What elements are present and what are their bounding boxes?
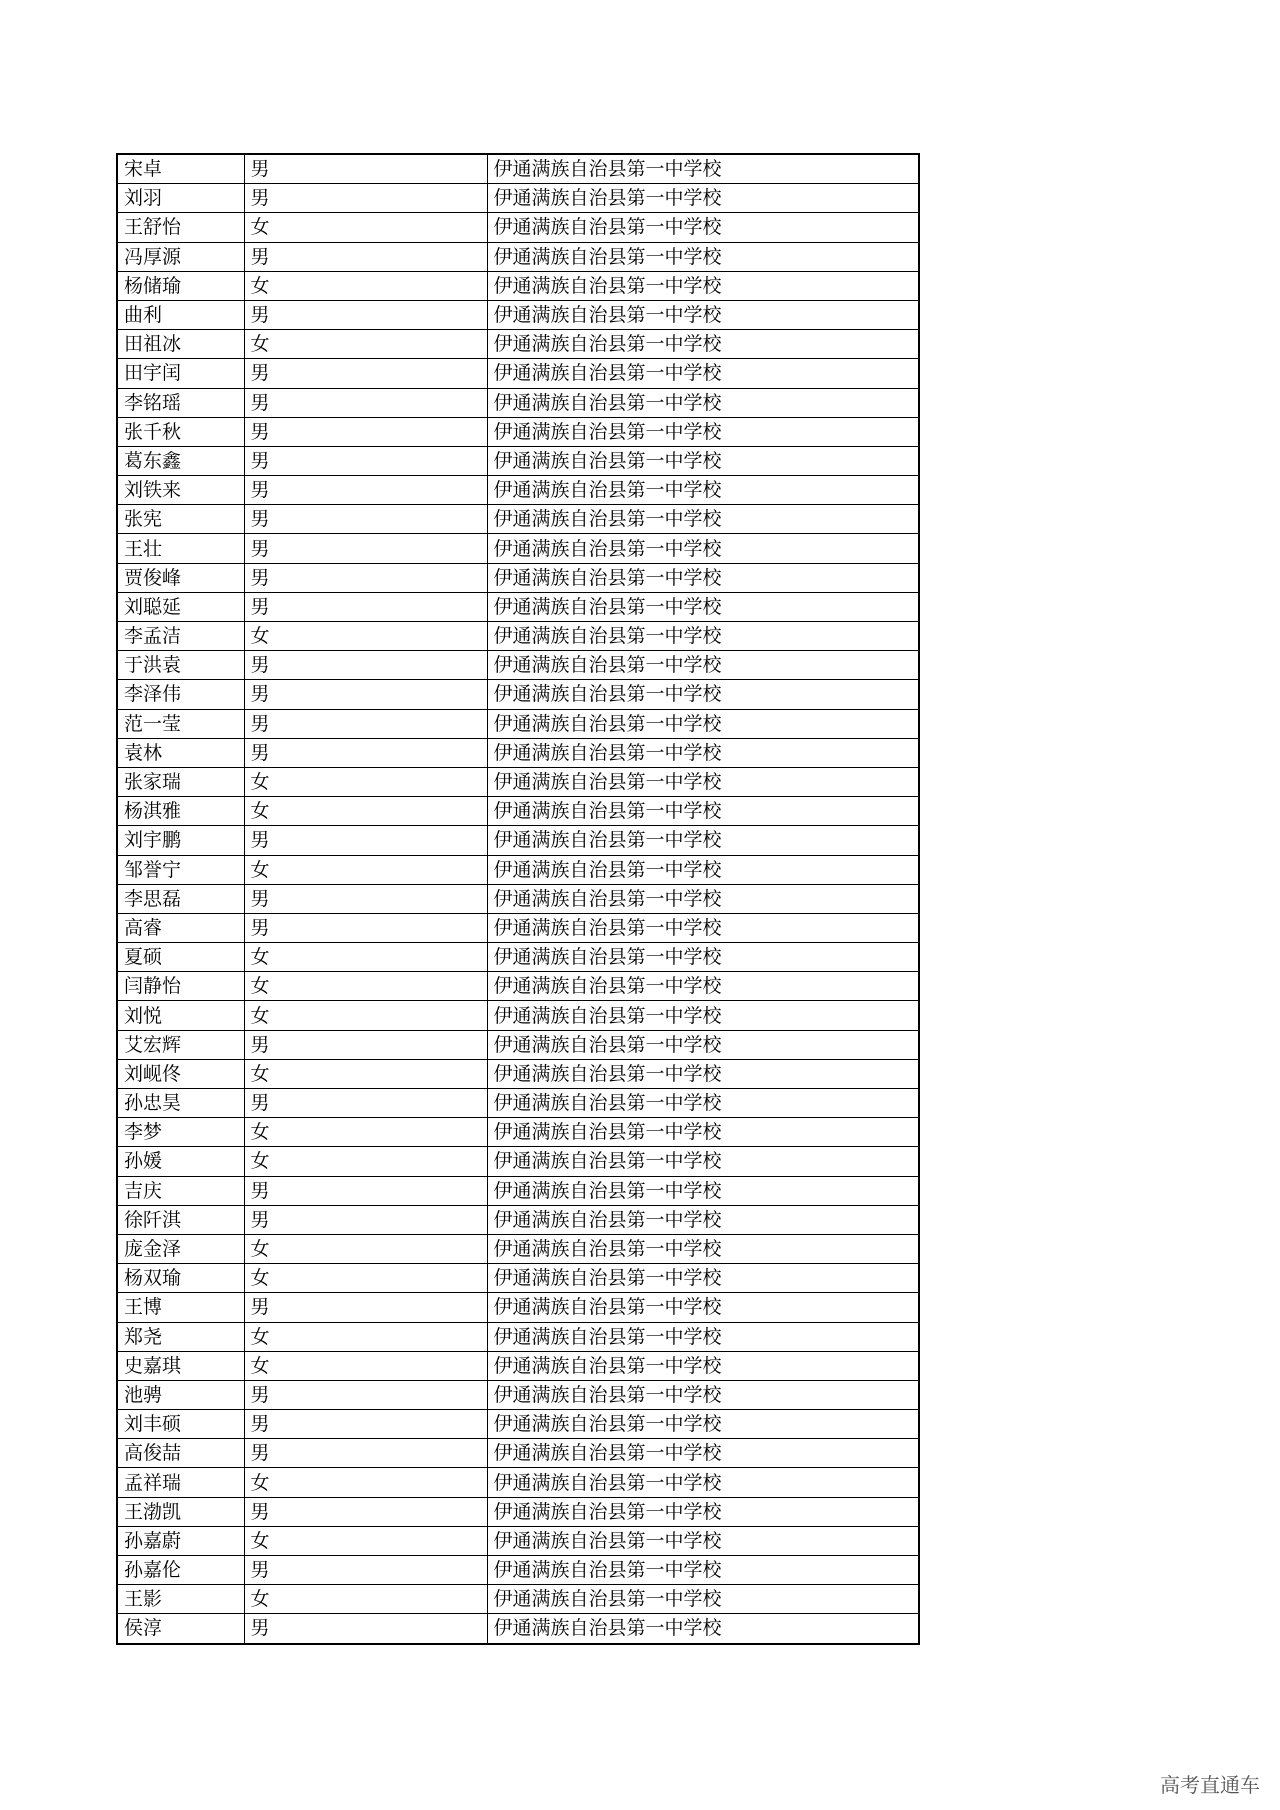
gender-cell: 男 <box>244 680 487 709</box>
gender-cell: 女 <box>244 1264 487 1293</box>
gender-cell: 男 <box>244 476 487 505</box>
gender-cell: 男 <box>244 300 487 329</box>
name-cell: 闫静怡 <box>117 972 244 1001</box>
name-cell: 田宇闰 <box>117 359 244 388</box>
gender-cell: 女 <box>244 855 487 884</box>
table-row <box>117 622 919 651</box>
table-row <box>117 476 919 505</box>
name-cell: 郑尧 <box>117 1322 244 1351</box>
school-cell: 伊通满族自治县第一中学校 <box>487 1614 919 1644</box>
table-row <box>117 563 919 592</box>
gender-cell: 男 <box>244 651 487 680</box>
school-cell: 伊通满族自治县第一中学校 <box>487 534 919 563</box>
name-cell: 孙媛 <box>117 1147 244 1176</box>
table-row <box>117 680 919 709</box>
table-row <box>117 855 919 884</box>
school-cell: 伊通满族自治县第一中学校 <box>487 1234 919 1263</box>
school-cell: 伊通满族自治县第一中学校 <box>487 1556 919 1585</box>
school-cell: 伊通满族自治县第一中学校 <box>487 242 919 271</box>
name-cell: 曲利 <box>117 300 244 329</box>
school-cell: 伊通满族自治县第一中学校 <box>487 1410 919 1439</box>
name-cell: 刘岘佟 <box>117 1059 244 1088</box>
name-cell: 田祖冰 <box>117 330 244 359</box>
table-row <box>117 943 919 972</box>
table-row <box>117 1614 919 1644</box>
table-row <box>117 505 919 534</box>
name-cell: 艾宏辉 <box>117 1030 244 1059</box>
school-cell: 伊通满族自治县第一中学校 <box>487 1030 919 1059</box>
gender-cell: 男 <box>244 1293 487 1322</box>
table-row <box>117 154 919 184</box>
table-row <box>117 271 919 300</box>
name-cell: 王壮 <box>117 534 244 563</box>
name-cell: 王渤凯 <box>117 1497 244 1526</box>
school-cell: 伊通满族自治县第一中学校 <box>487 1585 919 1614</box>
school-cell: 伊通满族自治县第一中学校 <box>487 913 919 942</box>
table-row <box>117 1118 919 1147</box>
gender-cell: 男 <box>244 884 487 913</box>
table-row <box>117 1585 919 1614</box>
table-row <box>117 1059 919 1088</box>
school-cell: 伊通满族自治县第一中学校 <box>487 184 919 213</box>
name-cell: 史嘉琪 <box>117 1351 244 1380</box>
school-cell: 伊通满族自治县第一中学校 <box>487 1118 919 1147</box>
table-row <box>117 213 919 242</box>
school-cell: 伊通满族自治县第一中学校 <box>487 797 919 826</box>
table-row <box>117 709 919 738</box>
gender-cell: 女 <box>244 1147 487 1176</box>
school-cell: 伊通满族自治县第一中学校 <box>487 943 919 972</box>
school-cell: 伊通满族自治县第一中学校 <box>487 709 919 738</box>
school-cell: 伊通满族自治县第一中学校 <box>487 884 919 913</box>
table-row <box>117 826 919 855</box>
school-cell: 伊通满族自治县第一中学校 <box>487 622 919 651</box>
gender-cell: 男 <box>244 417 487 446</box>
table-row <box>117 913 919 942</box>
table-row <box>117 1497 919 1526</box>
table-row <box>117 388 919 417</box>
name-cell: 庞金泽 <box>117 1234 244 1263</box>
gender-cell: 女 <box>244 1468 487 1497</box>
gender-cell: 女 <box>244 1351 487 1380</box>
table-row <box>117 1147 919 1176</box>
name-cell: 王博 <box>117 1293 244 1322</box>
school-cell: 伊通满族自治县第一中学校 <box>487 330 919 359</box>
table-row <box>117 884 919 913</box>
school-cell: 伊通满族自治县第一中学校 <box>487 1497 919 1526</box>
name-cell: 孙嘉伦 <box>117 1556 244 1585</box>
name-cell: 李思磊 <box>117 884 244 913</box>
name-cell: 李铭瑶 <box>117 388 244 417</box>
table-row <box>117 1468 919 1497</box>
school-cell: 伊通满族自治县第一中学校 <box>487 388 919 417</box>
school-cell: 伊通满族自治县第一中学校 <box>487 300 919 329</box>
table-row <box>117 1526 919 1555</box>
name-cell: 于洪袁 <box>117 651 244 680</box>
name-cell: 杨储瑜 <box>117 271 244 300</box>
school-cell: 伊通满族自治县第一中学校 <box>487 1059 919 1088</box>
name-cell: 刘铁来 <box>117 476 244 505</box>
table-row <box>117 1410 919 1439</box>
table-row <box>117 534 919 563</box>
name-cell: 刘聪延 <box>117 592 244 621</box>
school-cell: 伊通满族自治县第一中学校 <box>487 1293 919 1322</box>
gender-cell: 男 <box>244 563 487 592</box>
school-cell: 伊通满族自治县第一中学校 <box>487 1526 919 1555</box>
gender-cell: 男 <box>244 359 487 388</box>
table-row <box>117 1001 919 1030</box>
gender-cell: 男 <box>244 154 487 184</box>
table-row <box>117 738 919 767</box>
school-cell: 伊通满族自治县第一中学校 <box>487 213 919 242</box>
gender-cell: 男 <box>244 913 487 942</box>
table-row <box>117 1030 919 1059</box>
table-row <box>117 359 919 388</box>
gender-cell: 女 <box>244 622 487 651</box>
gender-cell: 男 <box>244 1556 487 1585</box>
gender-cell: 女 <box>244 972 487 1001</box>
school-cell: 伊通满族自治县第一中学校 <box>487 563 919 592</box>
name-cell: 王舒怡 <box>117 213 244 242</box>
gender-cell: 女 <box>244 1585 487 1614</box>
school-cell: 伊通满族自治县第一中学校 <box>487 592 919 621</box>
name-cell: 孙忠昊 <box>117 1089 244 1118</box>
name-cell: 袁林 <box>117 738 244 767</box>
name-cell: 刘丰硕 <box>117 1410 244 1439</box>
gender-cell: 男 <box>244 242 487 271</box>
name-cell: 张宪 <box>117 505 244 534</box>
school-cell: 伊通满族自治县第一中学校 <box>487 476 919 505</box>
table-row <box>117 1176 919 1205</box>
name-cell: 吉庆 <box>117 1176 244 1205</box>
table-row <box>117 1234 919 1263</box>
table-row <box>117 767 919 796</box>
table-row <box>117 1322 919 1351</box>
name-cell: 孙嘉蔚 <box>117 1526 244 1555</box>
table-row <box>117 417 919 446</box>
table-row <box>117 797 919 826</box>
school-cell: 伊通满族自治县第一中学校 <box>487 1089 919 1118</box>
name-cell: 冯厚源 <box>117 242 244 271</box>
school-cell: 伊通满族自治县第一中学校 <box>487 767 919 796</box>
school-cell: 伊通满族自治县第一中学校 <box>487 826 919 855</box>
table-row <box>117 651 919 680</box>
table-row <box>117 1264 919 1293</box>
gender-cell: 女 <box>244 330 487 359</box>
gender-cell: 女 <box>244 1526 487 1555</box>
school-cell: 伊通满族自治县第一中学校 <box>487 505 919 534</box>
school-cell: 伊通满族自治县第一中学校 <box>487 680 919 709</box>
gender-cell: 男 <box>244 1030 487 1059</box>
name-cell: 刘悦 <box>117 1001 244 1030</box>
school-cell: 伊通满族自治县第一中学校 <box>487 271 919 300</box>
table-row <box>117 1556 919 1585</box>
name-cell: 刘羽 <box>117 184 244 213</box>
name-cell: 杨双瑜 <box>117 1264 244 1293</box>
gender-cell: 男 <box>244 1614 487 1644</box>
gender-cell: 男 <box>244 388 487 417</box>
name-cell: 杨淇雅 <box>117 797 244 826</box>
gender-cell: 女 <box>244 767 487 796</box>
gender-cell: 男 <box>244 184 487 213</box>
gender-cell: 女 <box>244 1118 487 1147</box>
table-row <box>117 446 919 475</box>
name-cell: 李泽伟 <box>117 680 244 709</box>
table-row <box>117 300 919 329</box>
gender-cell: 男 <box>244 709 487 738</box>
name-cell: 徐阡淇 <box>117 1205 244 1234</box>
table-row <box>117 184 919 213</box>
gender-cell: 男 <box>244 446 487 475</box>
table-row <box>117 1293 919 1322</box>
school-cell: 伊通满族自治县第一中学校 <box>487 1439 919 1468</box>
name-cell: 夏硕 <box>117 943 244 972</box>
name-cell: 宋卓 <box>117 154 244 184</box>
name-cell: 高睿 <box>117 913 244 942</box>
name-cell: 李孟洁 <box>117 622 244 651</box>
table-row <box>117 1351 919 1380</box>
gender-cell: 女 <box>244 271 487 300</box>
gender-cell: 男 <box>244 592 487 621</box>
school-cell: 伊通满族自治县第一中学校 <box>487 1001 919 1030</box>
gender-cell: 女 <box>244 1234 487 1263</box>
name-cell: 孟祥瑞 <box>117 1468 244 1497</box>
name-cell: 池骋 <box>117 1380 244 1409</box>
name-cell: 李梦 <box>117 1118 244 1147</box>
gender-cell: 女 <box>244 1001 487 1030</box>
school-cell: 伊通满族自治县第一中学校 <box>487 1322 919 1351</box>
school-cell: 伊通满族自治县第一中学校 <box>487 154 919 184</box>
school-cell: 伊通满族自治县第一中学校 <box>487 446 919 475</box>
gender-cell: 女 <box>244 797 487 826</box>
name-cell: 邹誉宁 <box>117 855 244 884</box>
gender-cell: 男 <box>244 1439 487 1468</box>
table-row <box>117 1089 919 1118</box>
gender-cell: 女 <box>244 943 487 972</box>
name-cell: 贾俊峰 <box>117 563 244 592</box>
school-cell: 伊通满族自治县第一中学校 <box>487 1147 919 1176</box>
school-cell: 伊通满族自治县第一中学校 <box>487 738 919 767</box>
gender-cell: 男 <box>244 1380 487 1409</box>
gender-cell: 男 <box>244 505 487 534</box>
school-cell: 伊通满族自治县第一中学校 <box>487 1205 919 1234</box>
name-cell: 刘宇鹏 <box>117 826 244 855</box>
gender-cell: 男 <box>244 1205 487 1234</box>
gender-cell: 女 <box>244 1059 487 1088</box>
table-row <box>117 592 919 621</box>
name-cell: 张千秋 <box>117 417 244 446</box>
gender-cell: 男 <box>244 534 487 563</box>
name-cell: 张家瑞 <box>117 767 244 796</box>
roster-table <box>116 153 920 1645</box>
roster-body <box>117 154 919 1644</box>
table-row <box>117 1380 919 1409</box>
gender-cell: 男 <box>244 1497 487 1526</box>
gender-cell: 男 <box>244 1089 487 1118</box>
gender-cell: 男 <box>244 826 487 855</box>
table-row <box>117 242 919 271</box>
table-row <box>117 330 919 359</box>
school-cell: 伊通满族自治县第一中学校 <box>487 855 919 884</box>
name-cell: 范一莹 <box>117 709 244 738</box>
gender-cell: 女 <box>244 213 487 242</box>
school-cell: 伊通满族自治县第一中学校 <box>487 1468 919 1497</box>
school-cell: 伊通满族自治县第一中学校 <box>487 651 919 680</box>
gender-cell: 男 <box>244 1410 487 1439</box>
school-cell: 伊通满族自治县第一中学校 <box>487 1351 919 1380</box>
school-cell: 伊通满族自治县第一中学校 <box>487 1264 919 1293</box>
watermark: 高考直通车 <box>1160 1773 1260 1797</box>
school-cell: 伊通满族自治县第一中学校 <box>487 417 919 446</box>
gender-cell: 男 <box>244 1176 487 1205</box>
table-row <box>117 972 919 1001</box>
school-cell: 伊通满族自治县第一中学校 <box>487 972 919 1001</box>
school-cell: 伊通满族自治县第一中学校 <box>487 1176 919 1205</box>
gender-cell: 女 <box>244 1322 487 1351</box>
school-cell: 伊通满族自治县第一中学校 <box>487 1380 919 1409</box>
name-cell: 葛东鑫 <box>117 446 244 475</box>
school-cell: 伊通满族自治县第一中学校 <box>487 359 919 388</box>
gender-cell: 男 <box>244 738 487 767</box>
name-cell: 高俊喆 <box>117 1439 244 1468</box>
table-row <box>117 1205 919 1234</box>
name-cell: 王影 <box>117 1585 244 1614</box>
name-cell: 侯淳 <box>117 1614 244 1644</box>
table-row <box>117 1439 919 1468</box>
